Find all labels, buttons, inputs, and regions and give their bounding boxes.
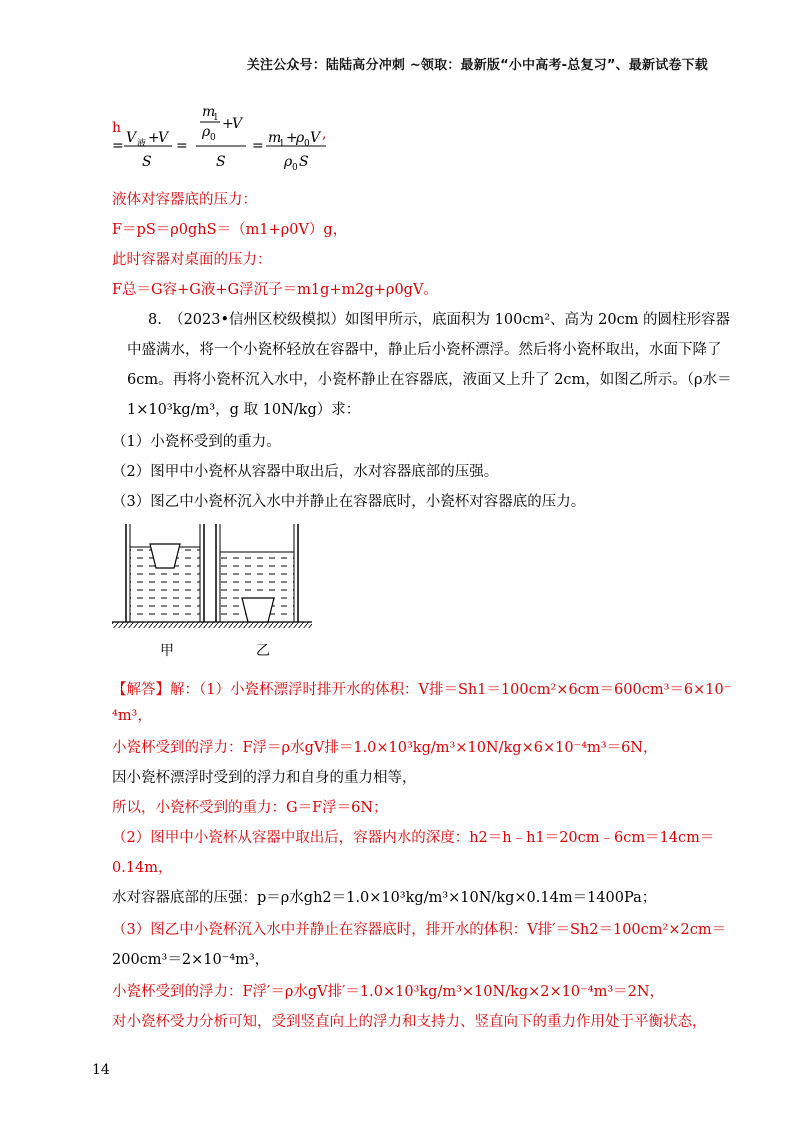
svg-text:+: +: [222, 116, 234, 132]
figure-label-jia: 甲: [160, 643, 174, 659]
svg-text:1: 1: [213, 113, 219, 123]
svg-text:+: +: [286, 130, 298, 146]
svg-text:V: V: [310, 130, 321, 146]
svg-text:1: 1: [279, 139, 285, 149]
figure-label-yi: 乙: [256, 643, 270, 659]
solution-line-7b: 200cm³＝2×10⁻⁴m³，: [112, 952, 270, 968]
svg-text:,: ,: [322, 126, 327, 142]
svg-text:S: S: [142, 154, 152, 170]
page-header: 关注公众号：陆陆高分冲刺 ~领取：最新版“小中高考-总复习”、最新试卷下载: [246, 58, 708, 73]
question-line-3: 6cm。再将小瓷杯沉入水中，小瓷杯静止在容器底，液面又上升了 2cm，如图乙所示。（ρ水＝: [127, 372, 732, 388]
containers-diagram: [112, 522, 322, 662]
solution-line-9: 对小瓷杯受力分析可知，受到竖直向上的浮力和支持力、竖直向下的重力作用处于平衡状态，: [112, 1014, 707, 1030]
container-figure: [112, 522, 322, 666]
svg-text:=: =: [176, 138, 188, 154]
h-label: h: [112, 120, 122, 136]
solution-line-1: 【解答】解：（1）小瓷杯漂浮时排开水的体积：V排＝Sh1＝100cm²×6cm＝600cm³＝6×10⁻: [112, 682, 732, 698]
svg-text:m: m: [268, 130, 282, 146]
solution-line-4: 所以，小瓷杯受到的重力：G＝F浮＝6N；: [112, 800, 388, 816]
formula-svg: [112, 98, 342, 176]
svg-text:V: V: [158, 130, 169, 146]
answer-line-1: 液体对容器底的压力：: [112, 192, 257, 208]
svg-text:S: S: [216, 154, 226, 170]
answer-line-3: 此时容器对桌面的压力：: [112, 252, 272, 268]
svg-text:0: 0: [292, 163, 298, 173]
page-number: 14: [92, 1062, 110, 1078]
solution-line-3: 因小瓷杯漂浮时受到的浮力和自身的重力相等，: [112, 770, 417, 786]
answer-line-4: F总＝G容+G液+G浮沉子＝m1g+m2g+ρ0gV。: [112, 282, 438, 298]
solution-line-6: 水对容器底部的压强：p＝ρ水gh2＝1.0×10³kg/m³×10N/kg×0.14m＝1400Pa；: [112, 890, 657, 906]
svg-text:ρ: ρ: [296, 130, 305, 146]
question-line-2: 中盛满水，将一个小瓷杯轻放在容器中，静止后小瓷杯漂浮。然后将小瓷杯取出，水面下降了: [127, 342, 722, 358]
solution-line-8: 小瓷杯受到的浮力：F浮′＝ρ水gV排′＝1.0×10³kg/m³×10N/kg×2×10⁻⁴m³＝2N，: [112, 984, 665, 1000]
solution-line-7: （3）图乙中小瓷杯沉入水中并静止在容器底时，排开水的体积：V排′＝Sh2＝100cm²×2cm＝: [112, 922, 727, 938]
question-line-1: 8. （2023•信州区校级模拟）如图甲所示，底面积为 100cm²、高为 20cm 的圆柱形容器: [148, 312, 731, 328]
solution-line-5b: 0.14m，: [112, 860, 173, 876]
answer-line-2: F＝pS＝ρ0ghS＝（m1+ρ0V）g，: [112, 222, 348, 238]
svg-text:0: 0: [304, 139, 310, 149]
svg-text:ρ: ρ: [284, 154, 293, 170]
svg-text:m: m: [202, 104, 216, 120]
svg-text:ρ: ρ: [202, 124, 211, 140]
svg-text:V: V: [126, 130, 137, 146]
svg-text:0: 0: [210, 133, 216, 143]
solution-line-5: （2）图甲中小瓷杯从容器中取出后，容器内水的深度：h2＝h﹣h1＝20cm﹣6cm＝14cm＝: [112, 830, 715, 846]
svg-text:液: 液: [137, 139, 147, 149]
svg-text:=: =: [112, 138, 124, 154]
question-sub-1: （1）小瓷杯受到的重力。: [112, 434, 281, 450]
question-sub-3: （3）图乙中小瓷杯沉入水中并静止在容器底时，小瓷杯对容器底的压力。: [112, 494, 586, 510]
solution-line-1b: ⁴m³，: [112, 708, 152, 724]
svg-text:S: S: [299, 154, 309, 170]
svg-text:V: V: [232, 116, 243, 132]
question-line-4: 1×10³kg/m³，g 取 10N/kg）求：: [127, 402, 361, 418]
solution-line-2: 小瓷杯受到的浮力：F浮＝ρ水gV排＝1.0×10³kg/m³×10N/kg×6×10⁻⁴m³＝6N，: [112, 740, 658, 756]
svg-text:+: +: [148, 130, 160, 146]
svg-text:=: =: [252, 138, 264, 154]
question-sub-2: （2）图甲中小瓷杯从容器中取出后，水对容器底部的压强。: [112, 464, 499, 480]
